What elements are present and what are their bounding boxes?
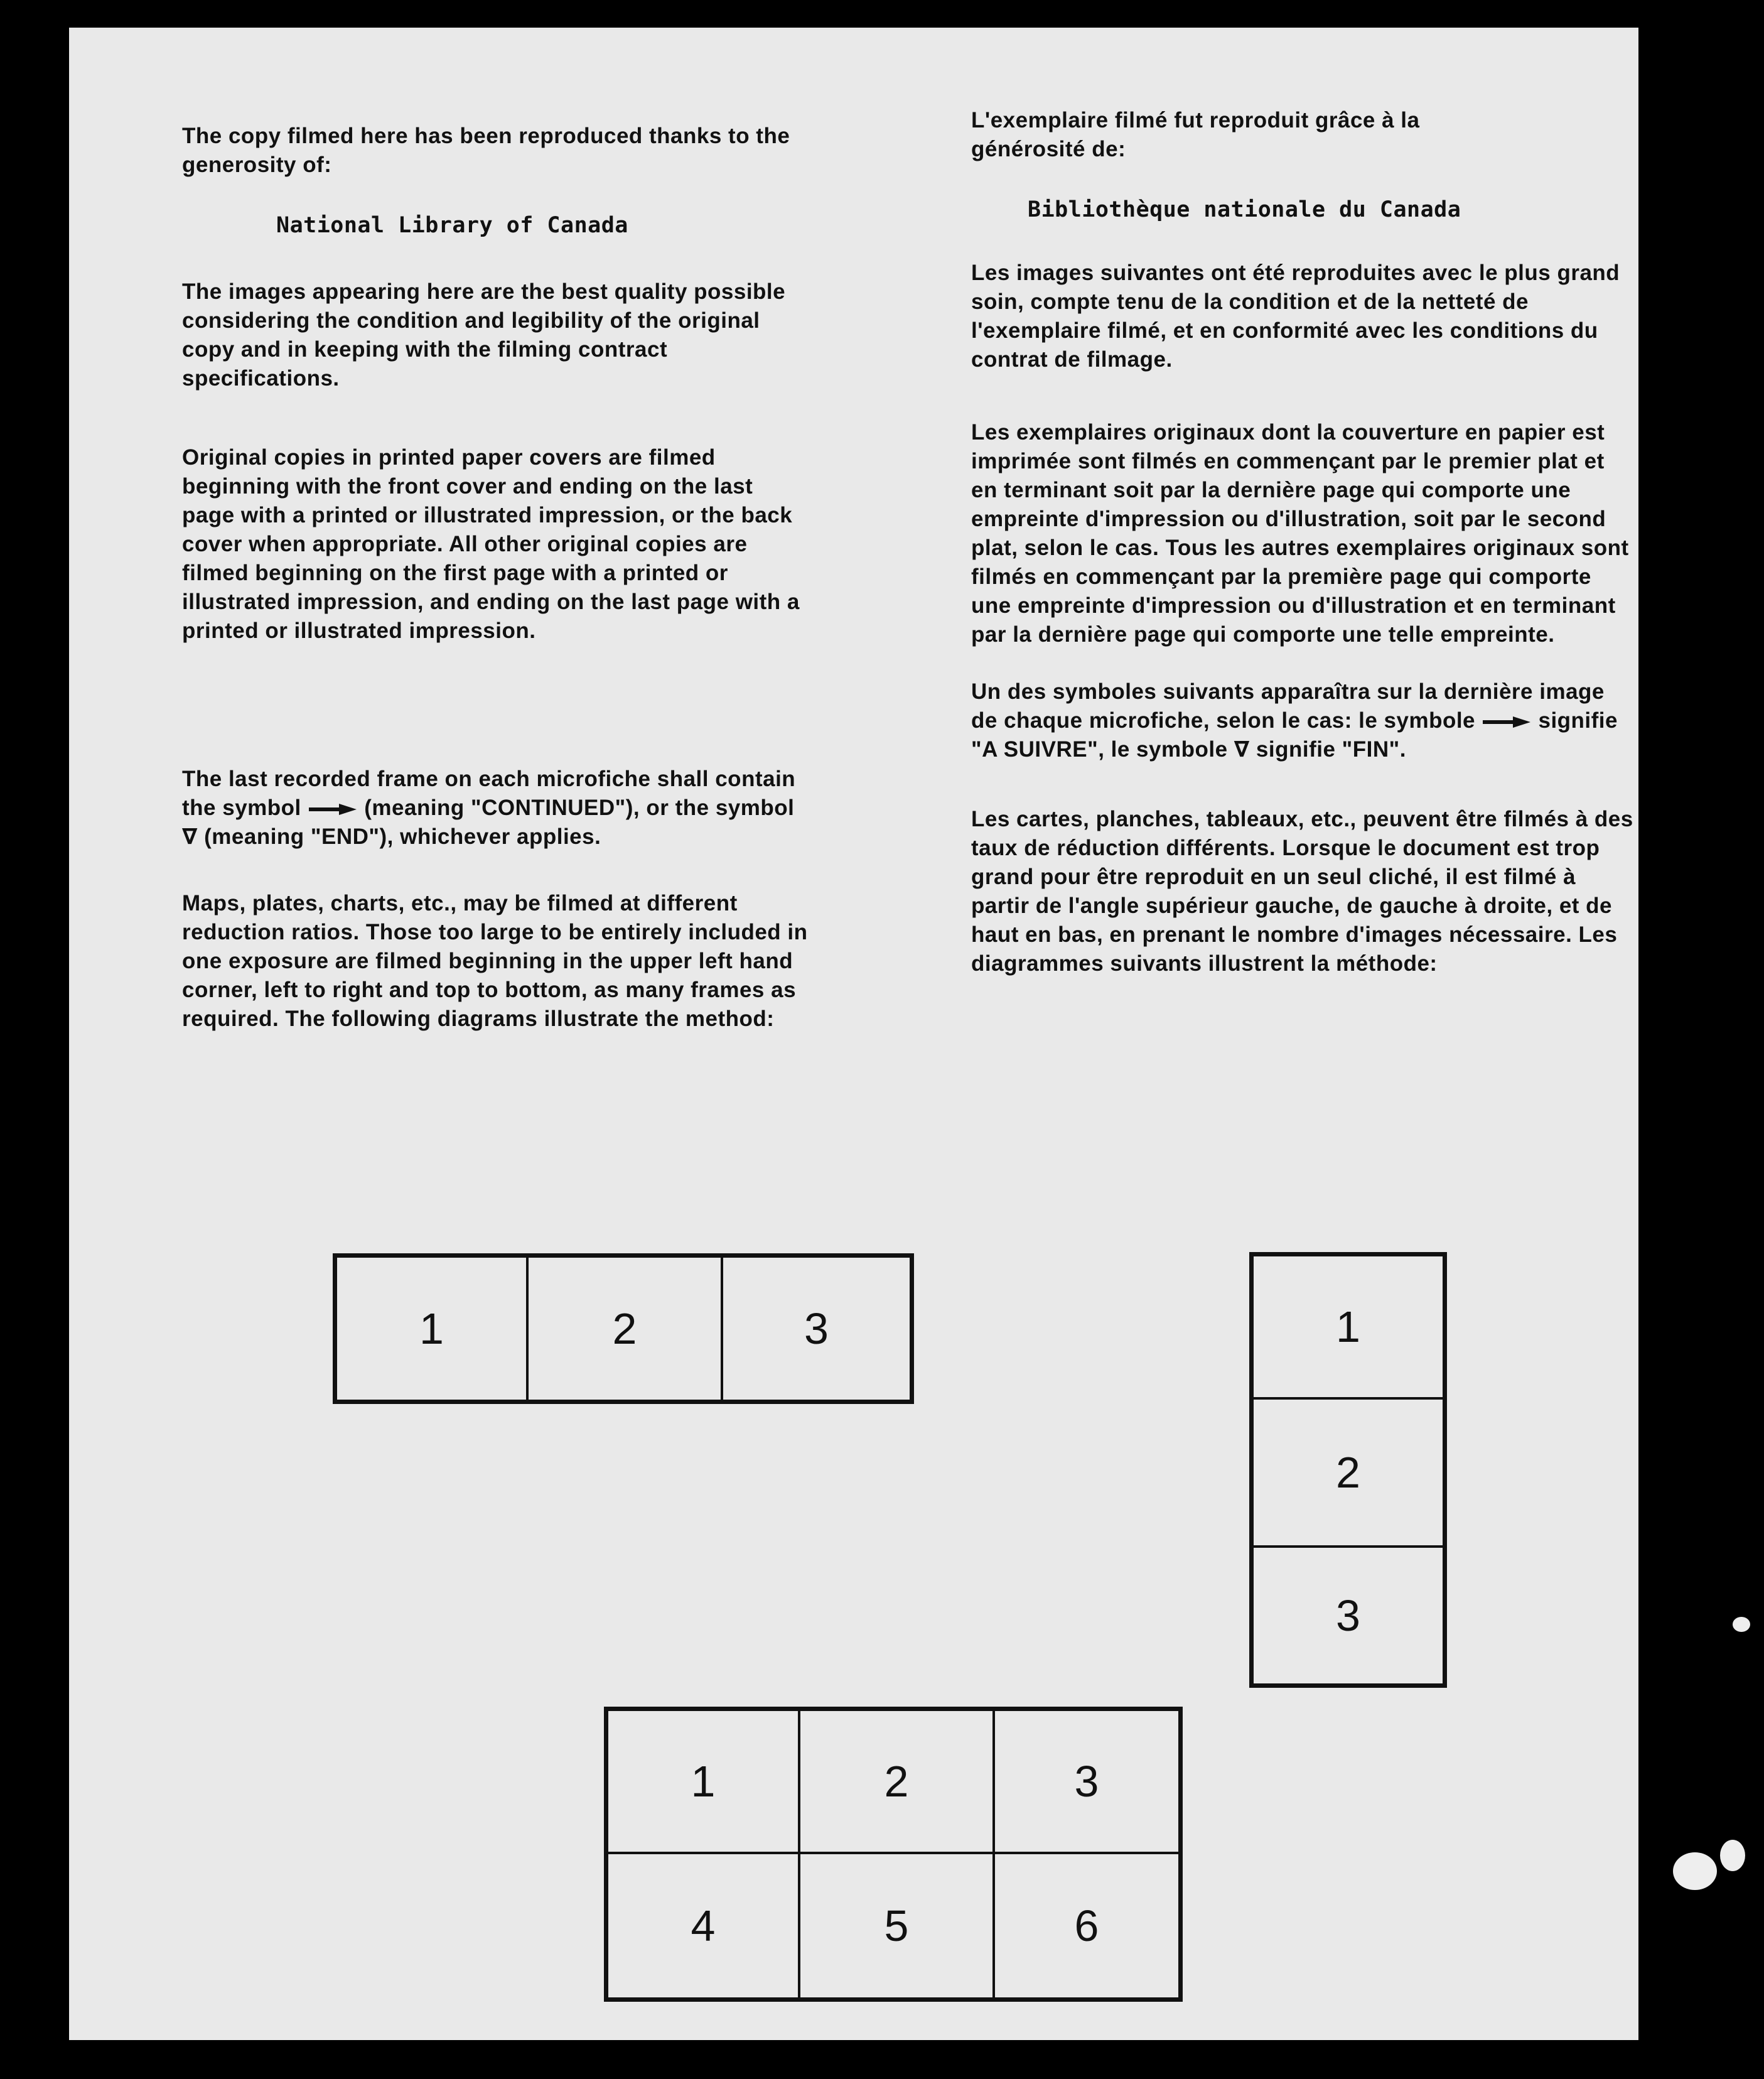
- symbols-text-fr-part2: signifie "A SUIVRE", le symbole ∇ signifie "FIN".: [971, 708, 1618, 762]
- frame-cell: 2: [527, 1256, 722, 1401]
- symbols-text-part2: (meaning "CONTINUED"), or the symbol ∇ (meaning "END"), whichever applies.: [182, 796, 795, 849]
- grid-frames-diagram: [604, 1707, 1183, 2002]
- scan-speck: [1673, 1852, 1717, 1890]
- frame-cell: 1: [1252, 1255, 1444, 1398]
- frame-cell: 5: [799, 1853, 994, 1999]
- maps-text: Maps, plates, charts, etc., may be filmed at different reduction ratios. Those too large to be entirely included in one exposure are filmed beginning in the upper left hand corner, left to right and top to bottom, as many frames as required. The following diagrams illustrate the method:: [182, 891, 808, 1031]
- vertical-frames-diagram: [1249, 1252, 1447, 1688]
- originals-text-fr: Les exemplaires originaux dont la couverture en papier est imprimée sont filmés en commençant par le premier plat et en terminant soit par la dernière page qui comporte une empreinte d'impression ou d'illustration, soit par le second plat, selon le cas. Tous les autres exemplaires originaux sont filmés en commençant par la première page qui comporte une empreinte d'impression ou d'illustration et en terminant par la dernière page qui comporte une telle empreinte.: [971, 420, 1629, 647]
- frame-cell: 2: [799, 1710, 994, 1853]
- scan-speck: [1720, 1840, 1745, 1871]
- frame-cell: 1: [607, 1710, 799, 1853]
- maps-text-fr: Les cartes, planches, tableaux, etc., peuvent être filmés à des taux de réduction différents. Lorsque le document est trop grand pour être reproduit en un seul cliché, il est filmé à partir de l'angle supérieur gauche, de gauche à droite, et de haut en bas, en prenant le nombre d'images nécessaire. Les diagrammes suivants illustrent la méthode:: [971, 807, 1633, 976]
- frame-cell: 3: [1252, 1547, 1444, 1685]
- document-page: [69, 28, 1638, 2040]
- library-name: National Library of Canada: [276, 213, 628, 238]
- arrow-right-icon: [308, 802, 358, 816]
- symbols-text-fr-part1: Un des symboles suivants apparaîtra sur la dernière image de chaque microfiche, selon le cas: le symbole: [971, 679, 1605, 733]
- frame-cell: 1: [336, 1256, 527, 1401]
- english-column: [182, 122, 904, 1034]
- horizontal-frames-diagram: [333, 1253, 914, 1404]
- symbols-text-part1: The last recorded frame on each microfiche shall contain the symbol: [182, 767, 796, 820]
- symbols-text-fr: [971, 678, 1637, 764]
- frame-cell: 2: [1252, 1398, 1444, 1547]
- arrow-right-icon: [1482, 715, 1532, 729]
- frame-cell: 3: [722, 1256, 911, 1401]
- quality-text: The images appearing here are the best quality possible considering the condition and legibility of the original copy and in keeping with the filming contract specifications.: [182, 279, 786, 391]
- french-column: [971, 106, 1637, 978]
- frame-cell: 3: [994, 1710, 1180, 1853]
- symbols-text: [182, 765, 810, 851]
- quality-text-fr: Les images suivantes ont été reproduites avec le plus grand soin, compte tenu de la condition et de la netteté de l'exemplaire filmé, et en conformité avec les conditions du contrat de filmage.: [971, 261, 1620, 372]
- frame-cell: 6: [994, 1853, 1180, 1999]
- frame-cell: 4: [607, 1853, 799, 1999]
- originals-text: Original copies in printed paper covers are filmed beginning with the front cover and ending on the last page with a printed or illustrated impression, or the back cover when appropriate. All other original copies are filmed beginning on the first page with a printed or illustrated impression, and ending on the last page with a printed or illustrated impression.: [182, 445, 800, 643]
- library-name-fr: Bibliothèque nationale du Canada: [1028, 197, 1461, 222]
- scan-speck: [1733, 1617, 1750, 1632]
- intro-text: The copy filmed here has been reproduced thanks to the generosity of:: [182, 124, 790, 177]
- intro-text-fr: L'exemplaire filmé fut reproduit grâce à la générosité de:: [971, 108, 1420, 161]
